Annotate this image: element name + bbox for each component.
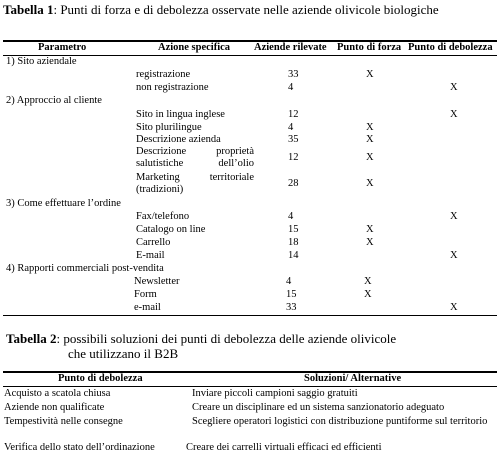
t1-row-action: Form [134,289,157,300]
t1-section-title: 4) Rapporti commerciali post-vendita [6,263,164,274]
t1-row-action: Sito in lingua inglese [136,109,225,120]
t1-row-action: e-mail [134,302,161,313]
table1-caption-label: Tabella 1 [3,2,54,17]
table2-caption-label: Tabella 2 [6,331,57,346]
table1-caption-text: : Punti di forza e di debolezza osservate nelle aziende olivicole biologiche [53,2,439,17]
table2-caption [6,331,396,346]
t2-row-solution: Creare dei carrelli virtuali efficaci ed efficienti [186,442,382,453]
t1-row-debolezza: X [450,109,458,120]
t1-row-action: Fax/telefono [136,211,190,222]
table2-caption-line2: che utilizzano il B2B [68,346,179,361]
t1-header-forza: Punto di forza [337,42,402,53]
t2-row-problem: Aziende non qualificate [4,402,105,413]
t1-row-debolezza: X [450,211,458,222]
t1-row-count: 12 [288,152,299,163]
t1-row-count: 18 [288,237,299,248]
t1-row-action: Sito plurilingue [136,122,202,133]
t2-row-problem: Verifica dello stato dell’ordinazione [4,442,155,453]
t1-header-parametro: Parametro [38,42,87,53]
t1-row-forza: X [366,178,374,189]
t2-row-problem: Acquisto a scatola chiusa [4,388,111,399]
t1-row-count: 4 [286,276,292,287]
table1-bottom-rule [3,315,497,316]
table1-header-rule [3,55,497,56]
t1-row-debolezza: X [450,302,458,313]
t1-row-action: Carrello [136,237,171,248]
t2-header-problem: Punto di debolezza [58,373,143,384]
t2-row-solution: Scegliere operatori logistici con distribuzione puntiforme sul territorio [192,416,488,427]
t1-row-count: 4 [288,82,294,93]
t1-row-forza: X [366,152,374,163]
t1-row-count: 33 [288,69,299,80]
t1-row-forza: X [364,276,372,287]
table1-caption [3,2,439,17]
t1-row-debolezza: X [450,250,458,261]
t1-row-count: 12 [288,109,299,120]
t1-row-forza: X [366,122,374,133]
t1-row-debolezza: X [450,82,458,93]
t1-row-count: 4 [288,211,294,222]
t1-section-title: 1) Sito aziendale [6,56,77,67]
t1-row-action: Descrizione azienda [136,134,221,145]
t2-row-problem: Tempestività nelle consegne [4,416,123,427]
t1-row-count: 33 [286,302,297,313]
t1-row-count: 15 [286,289,297,300]
t1-row-action: Marketing territoriale (tradizioni) [136,172,254,195]
t1-row-action: E-mail [136,250,165,261]
t1-section-title: 2) Approccio al cliente [6,95,102,106]
t1-row-forza: X [366,224,374,235]
t1-row-count: 4 [288,122,294,133]
t2-row-solution: Inviare piccoli campioni saggio gratuiti [192,388,358,399]
t1-row-action: Descrizione proprietà salutistiche dell’olio [136,146,254,169]
t1-row-action: Newsletter [134,276,180,287]
t1-row-count: 15 [288,224,299,235]
t1-row-forza: X [366,134,374,145]
t1-header-debolezza: Punto di debolezza [408,42,493,53]
t1-header-azione: Azione specifica [158,42,231,53]
t1-row-forza: X [364,289,372,300]
t1-row-count: 35 [288,134,299,145]
t1-row-count: 14 [288,250,299,261]
t1-row-forza: X [366,237,374,248]
t1-row-action: non registrazione [136,82,209,93]
table2-caption-text: : possibili soluzioni dei punti di debolezza delle aziende olivicole [56,331,397,346]
t2-row-solution: Creare un disciplinare ed un sistema sanzionatorio adeguato [192,402,445,413]
t1-row-action: registrazione [136,69,191,80]
t1-row-count: 28 [288,178,299,189]
table2-header-rule [3,386,497,387]
t1-header-aziende: Aziende rilevate [254,42,327,53]
t1-row-forza: X [366,69,374,80]
t2-header-solution: Soluzioni/ Alternative [304,373,402,384]
t1-row-action: Catalogo on line [136,224,206,235]
t1-section-title: 3) Come effettuare l’ordine [6,198,121,209]
